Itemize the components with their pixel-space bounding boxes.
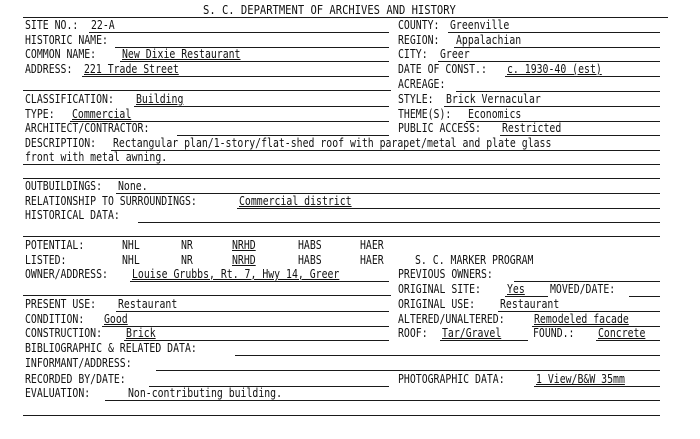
owner-line — [130, 281, 389, 282]
construction-value: Brick — [126, 326, 156, 340]
description-line2: front with metal awning. — [25, 150, 168, 164]
county-label: COUNTY: — [398, 18, 440, 32]
listed-nhl: NHL — [122, 253, 140, 267]
style-label: STYLE: — [398, 92, 434, 106]
listed-haer: HAER — [360, 253, 384, 267]
potential-nr: NR — [181, 238, 193, 252]
historical-data-line-2 — [23, 236, 660, 237]
common-name-label: COMMON NAME: — [25, 47, 97, 61]
owner-label: OWNER/ADDRESS: — [25, 267, 108, 281]
owner-value: Louise Grubbs, Rt. 7, Hwy 14, Greer — [132, 267, 340, 281]
listed-label: LISTED: — [25, 253, 67, 267]
original-use-label: ORIGINAL USE: — [398, 297, 476, 311]
address-line — [82, 76, 389, 77]
found-line — [596, 340, 660, 341]
found-value: Concrete — [598, 326, 646, 340]
recorded-by-label: RECORDED BY/DATE: — [25, 372, 126, 386]
description-label: DESCRIPTION: — [25, 136, 97, 150]
present-use-line — [116, 311, 389, 312]
classification-line — [134, 106, 389, 107]
roof-value: Tar/Gravel — [442, 326, 502, 340]
description-underline-1 — [111, 150, 660, 151]
potential-nhl: NHL — [122, 238, 140, 252]
condition-value: Good — [104, 312, 128, 326]
classification-label: CLASSIFICATION: — [25, 92, 114, 106]
date-const-value: c. 1930-40 (est) — [507, 62, 602, 76]
form-title: S. C. DEPARTMENT OF ARCHIVES AND HISTORY — [203, 2, 456, 17]
informant-line — [156, 370, 660, 371]
region-label: REGION: — [398, 33, 440, 47]
found-label: FOUND.: — [533, 326, 575, 340]
bibliographic-label: BIBLIOGRAPHIC & RELATED DATA: — [25, 341, 197, 355]
relationship-value: Commercial district — [239, 194, 352, 208]
altered-value: Remodeled facade — [534, 312, 629, 326]
present-use-label: PRESENT USE: — [25, 297, 97, 311]
common-name-value: New Dixie Restaurant — [122, 47, 241, 61]
evaluation-value: Non-contributing building. — [128, 386, 283, 400]
themes-value: Economics — [468, 107, 522, 121]
outbuildings-value: None. — [118, 179, 148, 193]
county-value: Greenville — [450, 18, 510, 32]
site-no-label: SITE NO.: — [25, 18, 79, 32]
construction-label: CONSTRUCTION: — [25, 326, 103, 340]
public-access-label: PUBLIC ACCESS: — [398, 121, 481, 135]
listed-habs: HABS — [298, 253, 322, 267]
architect-label: ARCHITECT/CONTRACTOR: — [25, 121, 150, 135]
informant-label: INFORMANT/ADDRESS: — [25, 356, 132, 370]
original-site-label: ORIGINAL SITE: — [398, 282, 481, 296]
site-no-value: 22-A — [91, 18, 115, 32]
potential-habs: HABS — [298, 238, 322, 252]
evaluation-line-2 — [23, 415, 660, 416]
region-line — [454, 47, 660, 48]
city-label: CITY: — [398, 47, 428, 61]
historical-data-line — [138, 222, 660, 223]
bibliographic-line — [235, 355, 660, 356]
date-const-label: DATE OF CONST.: — [398, 62, 487, 76]
moved-date-line — [629, 296, 660, 297]
relationship-label: RELATIONSHIP TO SURROUNDINGS: — [25, 194, 197, 208]
outbuildings-line — [116, 193, 660, 194]
top-border-line — [23, 17, 668, 18]
themes-label: THEME(S): — [398, 107, 452, 121]
city-value: Greer — [440, 47, 470, 61]
outbuildings-label: OUTBUILDINGS: — [25, 179, 103, 193]
previous-owners-label: PREVIOUS OWNERS: — [398, 267, 493, 281]
marker-program-label: S. C. MARKER PROGRAM — [415, 253, 534, 267]
roof-line — [440, 340, 528, 341]
listed-nr: NR — [181, 253, 193, 267]
classification-value: Building — [136, 92, 184, 106]
potential-label: POTENTIAL: — [25, 238, 85, 252]
address-value: 221 Trade Street — [84, 62, 179, 76]
historical-data-label: HISTORICAL DATA: — [25, 208, 120, 222]
potential-nrhd: NRHD — [232, 238, 256, 252]
roof-label: ROOF: — [398, 326, 428, 340]
acreage-label: ACREAGE: — [398, 77, 446, 91]
evaluation-label: EVALUATION: — [25, 386, 91, 400]
region-value: Appalachian — [456, 33, 522, 47]
type-label: TYPE: — [25, 107, 55, 121]
owner-line-2 — [23, 295, 391, 296]
style-value: Brick Vernacular — [446, 92, 541, 106]
original-use-value: Restaurant — [500, 297, 560, 311]
site-no-line — [89, 32, 389, 33]
listed-nrhd: NRHD — [232, 253, 256, 267]
photographic-label: PHOTOGRAPHIC DATA: — [398, 372, 505, 386]
evaluation-line — [105, 400, 660, 401]
moved-date-label: MOVED/DATE: — [550, 282, 616, 296]
description-underline-2 — [23, 164, 660, 165]
address-label: ADDRESS: — [25, 62, 73, 76]
present-use-value: Restaurant — [118, 297, 178, 311]
potential-haer: HAER — [360, 238, 384, 252]
type-value: Commercial — [72, 107, 132, 121]
relationship-line — [237, 208, 660, 209]
original-site-value: Yes — [507, 282, 525, 296]
photographic-value: 1 View/B&W 35mm — [536, 372, 625, 386]
date-const-line — [505, 76, 660, 77]
photographic-line — [534, 386, 660, 387]
description-line1: Rectangular plan/1-story/flat-shed roof with parapet/metal and plate glass — [113, 136, 552, 150]
condition-label: CONDITION: — [25, 312, 85, 326]
altered-label: ALTERED/UNALTERED: — [398, 312, 505, 326]
historic-name-label: HISTORIC NAME: — [25, 33, 108, 47]
themes-line — [466, 121, 660, 122]
section-divider-1 — [23, 90, 391, 91]
public-access-value: Restricted — [502, 121, 562, 135]
